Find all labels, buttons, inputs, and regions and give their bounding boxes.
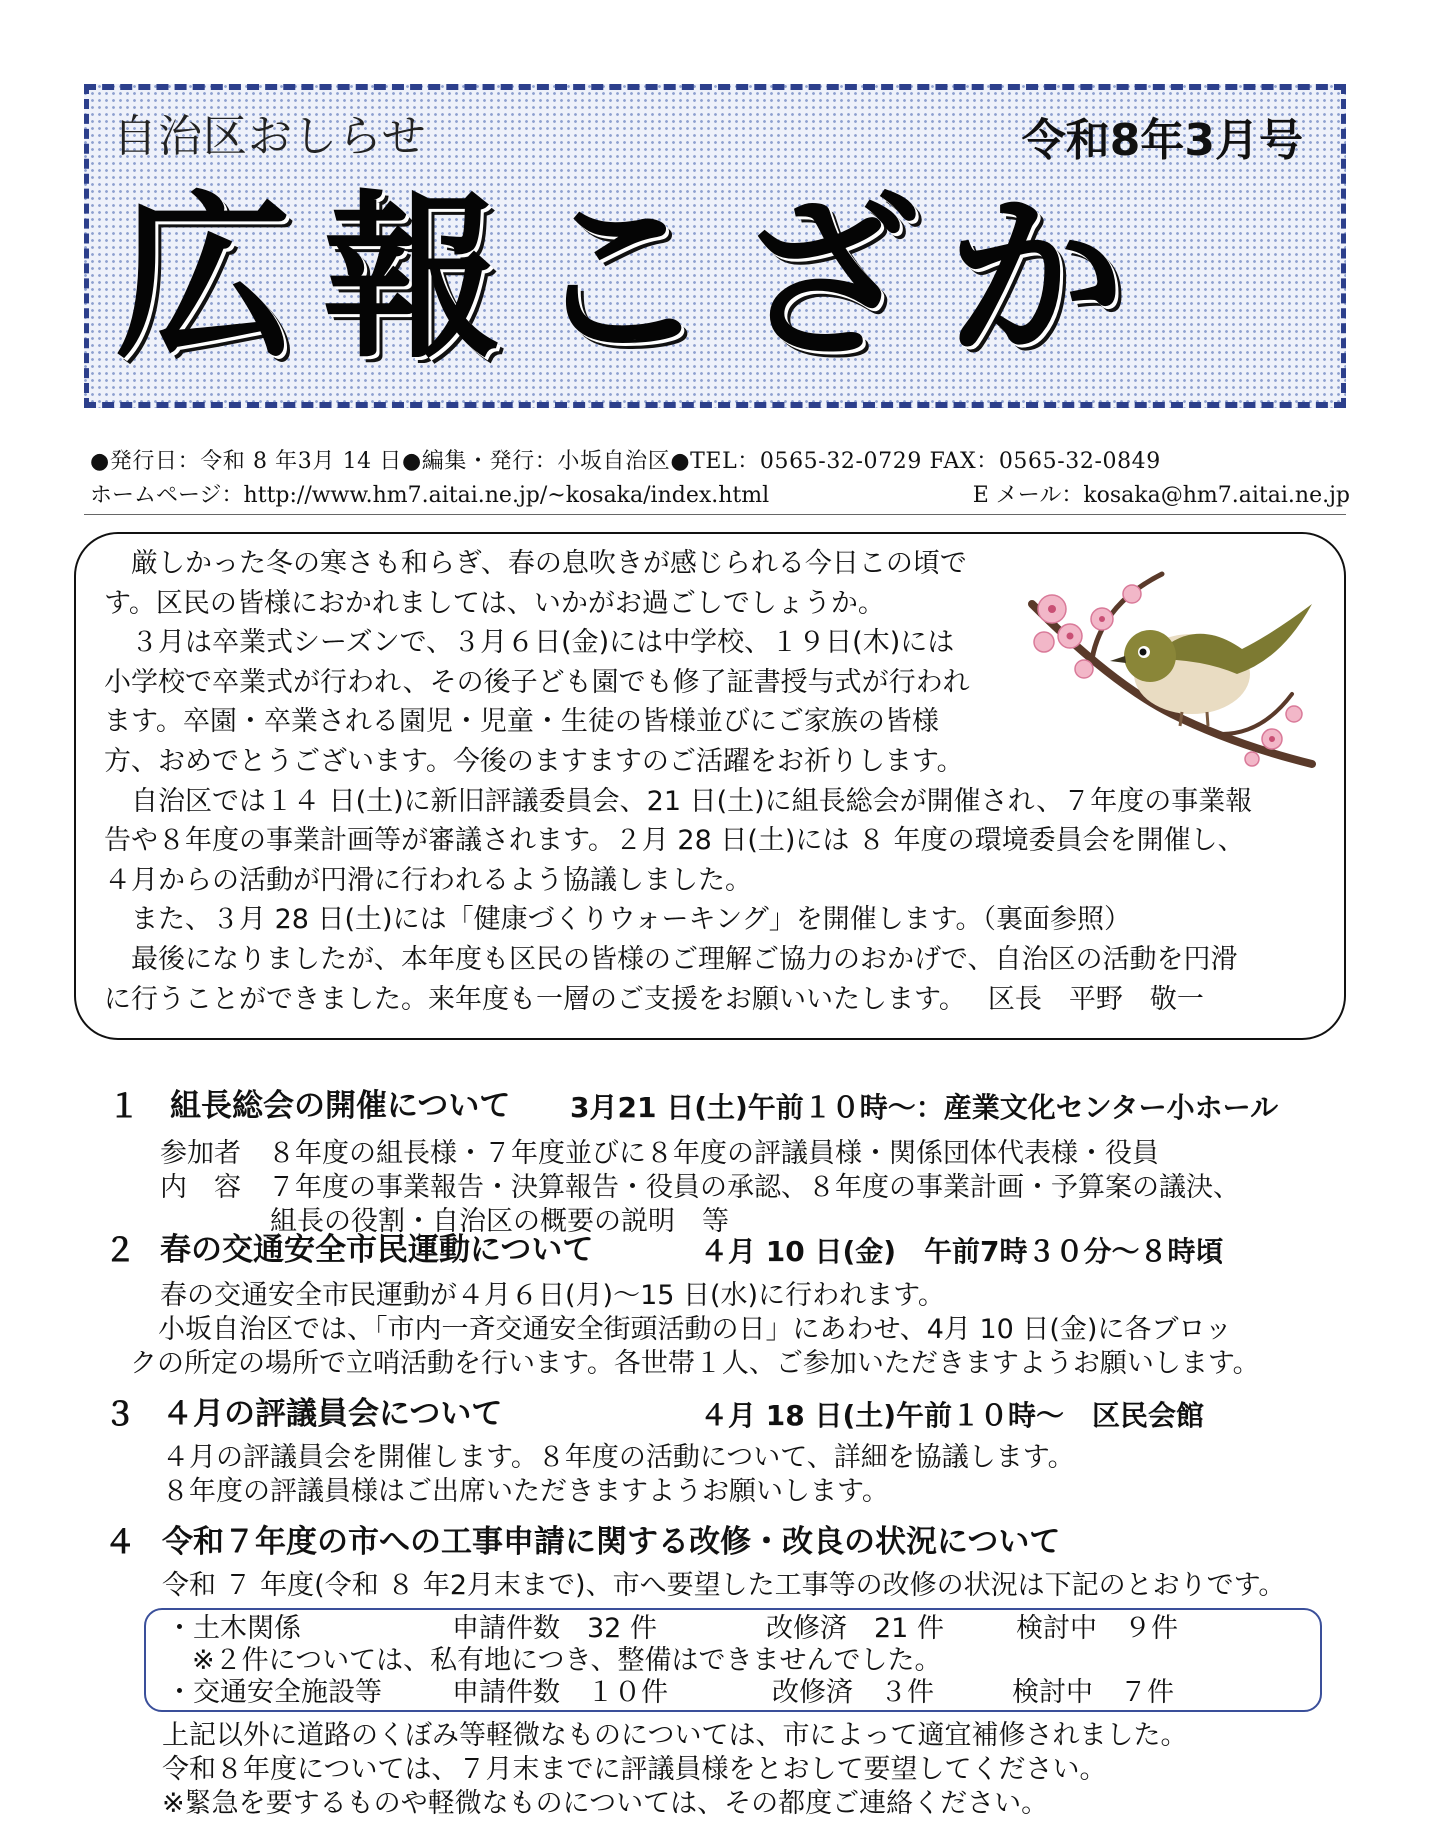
section-1 [0,1087,1440,1237]
greeting-line: 告や８年度の事業計画等が審議されます。２月 28 日(土)には ８ 年度の環境委員会を開催し、 [104,825,1245,857]
repair-pending: 検討中 ７件 [1012,1677,1174,1708]
section-datetime: ４月 10 日(金) 午前7時３０分～８時頃 [700,1235,1224,1268]
greeting-line: に行うことができました。来年度も一層のご支援をお願いいたします。 区長 平野 敬一 [104,983,1204,1015]
greeting-line: 方、おめでとうございます。今後のますますのご活躍をお祈りします。 [104,745,964,777]
contact-info [90,478,1350,509]
greeting-line: ３月は卒業式シーズンで、３月６日(金)には中学校、１９日(木)には [104,627,955,659]
homepage-link[interactable]: ホームページ：http://www.hm7.aitai.ne.jp/~kosaka/index.html [90,483,770,508]
section-line: 令和８年度については、７月末までに評議員様をとおして要望してください。 [162,1754,1107,1785]
section-number: ４ [104,1523,137,1561]
newsletter-title: 広報こざか [115,175,1155,382]
repair-applied: 申請件数 32 件 [452,1613,657,1644]
section-line: 参加者 ８年度の組長様・７年度並びに８年度の評議員様・関係団体代表様・役員 [160,1138,1159,1169]
section-line: 小坂自治区では、「市内一斉交通安全街頭活動の日」にあわせ、4月 10 日(金)に各ブロッ [158,1314,1232,1345]
bird-on-plum-branch-illustration [1022,564,1322,770]
repair-applied: 申請件数 １０件 [452,1677,668,1708]
repair-status-box [144,1608,1322,1712]
section-line: 内 容 ７年度の事業報告・決算報告・役員の承認、８年度の事業計画・予算案の議決、 [160,1172,1240,1203]
header-divider [84,514,1346,515]
section-line: 組長の役割・自治区の概要の説明 等 [270,1206,729,1237]
section-line: ※緊急を要するものや軽微なものについては、その都度ご連絡ください。 [162,1788,1049,1819]
repair-done: 改修済 21 件 [766,1613,944,1644]
repair-pending: 検討中 ９件 [1016,1613,1178,1644]
section-number: １ [108,1087,141,1125]
greeting-box [74,532,1346,1040]
greeting-line: す。区民の皆様におかれましては、いかがお過ごしでしょうか。 [104,587,885,619]
section-title: 令和７年度の市への工事申請に関する改修・改良の状況について [162,1524,1061,1560]
section-line: 春の交通安全市民運動が４月６日(月)～15 日(水)に行われます。 [160,1280,945,1311]
section-datetime: ４月 18 日(土)午前１０時～ 区民会館 [700,1399,1205,1432]
greeting-line: 自治区では１４ 日(土)に新旧評議委員会、21 日(土)に組長総会が開催され、７年度の事業報 [104,785,1253,817]
repair-category: ・交通安全施設等 [166,1677,382,1708]
publication-info: ●発行日：令和 8 年3月 14 日●編集・発行：小坂自治区●TEL：0565-32-0729 FAX：0565-32-0849 [90,449,1161,474]
greeting-line: 最後になりましたが、本年度も区民の皆様のご理解ご協力のおかげで、自治区の活動を円滑 [104,943,1238,975]
section-number: ２ [104,1231,137,1269]
section-number: ３ [104,1395,137,1433]
greeting-line: また、３月 28 日(土)には「健康づくりウォーキング」を開催します。（裏面参照） [104,904,1132,936]
section-datetime: 3月21 日(土)午前１０時～：産業文化センター小ホール [570,1091,1279,1124]
masthead-subtitle: 自治区おしらせ [113,111,427,162]
section-line: ８年度の評議員様はご出席いただきますようお願いします。 [162,1476,889,1507]
section-line: ４月の評議員会を開催します。８年度の活動について、詳細を協議します。 [162,1442,1075,1473]
repair-done: 改修済 ３件 [772,1677,934,1708]
repair-note: ※２件については、私有地につき、整備はできませんでした。 [192,1645,942,1676]
section-line: クの所定の場所で立哨活動を行います。各世帯１人、ご参加いただきますようお願いします。 [130,1348,1260,1379]
section-title: ４月の評議員会について [162,1396,503,1432]
issue-label: 令和8年3月号 [1021,115,1303,166]
section-title: 組長総会の開催について [170,1088,511,1124]
greeting-line: ４月からの活動が円滑に行われるよう協議しました。 [104,864,752,896]
section-line: 上記以外に道路のくぼみ等軽微なものについては、市によって適宜補修されました。 [162,1720,1188,1751]
masthead [84,84,1346,408]
section-title: 春の交通安全市民運動について [160,1232,594,1268]
section-2 [0,1231,1440,1379]
section-line: 令和 ７ 年度(令和 ８ 年2月末まで)、市へ要望した工事等の改修の状況は下記のとおりです。 [162,1570,1286,1601]
greeting-line: ます。卒園・卒業される園児・児童・生徒の皆様並びにご家族の皆様 [104,706,939,738]
email-link[interactable]: E メール：kosaka@hm7.aitai.ne.jp [972,483,1350,508]
section-3 [0,1395,1440,1507]
section-4 [0,1523,1440,1819]
greeting-line: 厳しかった冬の寒さも和らぎ、春の息吹きが感じられる今日この頃で [104,548,967,579]
greeting-line: 小学校で卒業式が行われ、その後子ども園でも修了証書授与式が行われ [104,666,970,698]
repair-category: ・土木関係 [166,1613,301,1644]
